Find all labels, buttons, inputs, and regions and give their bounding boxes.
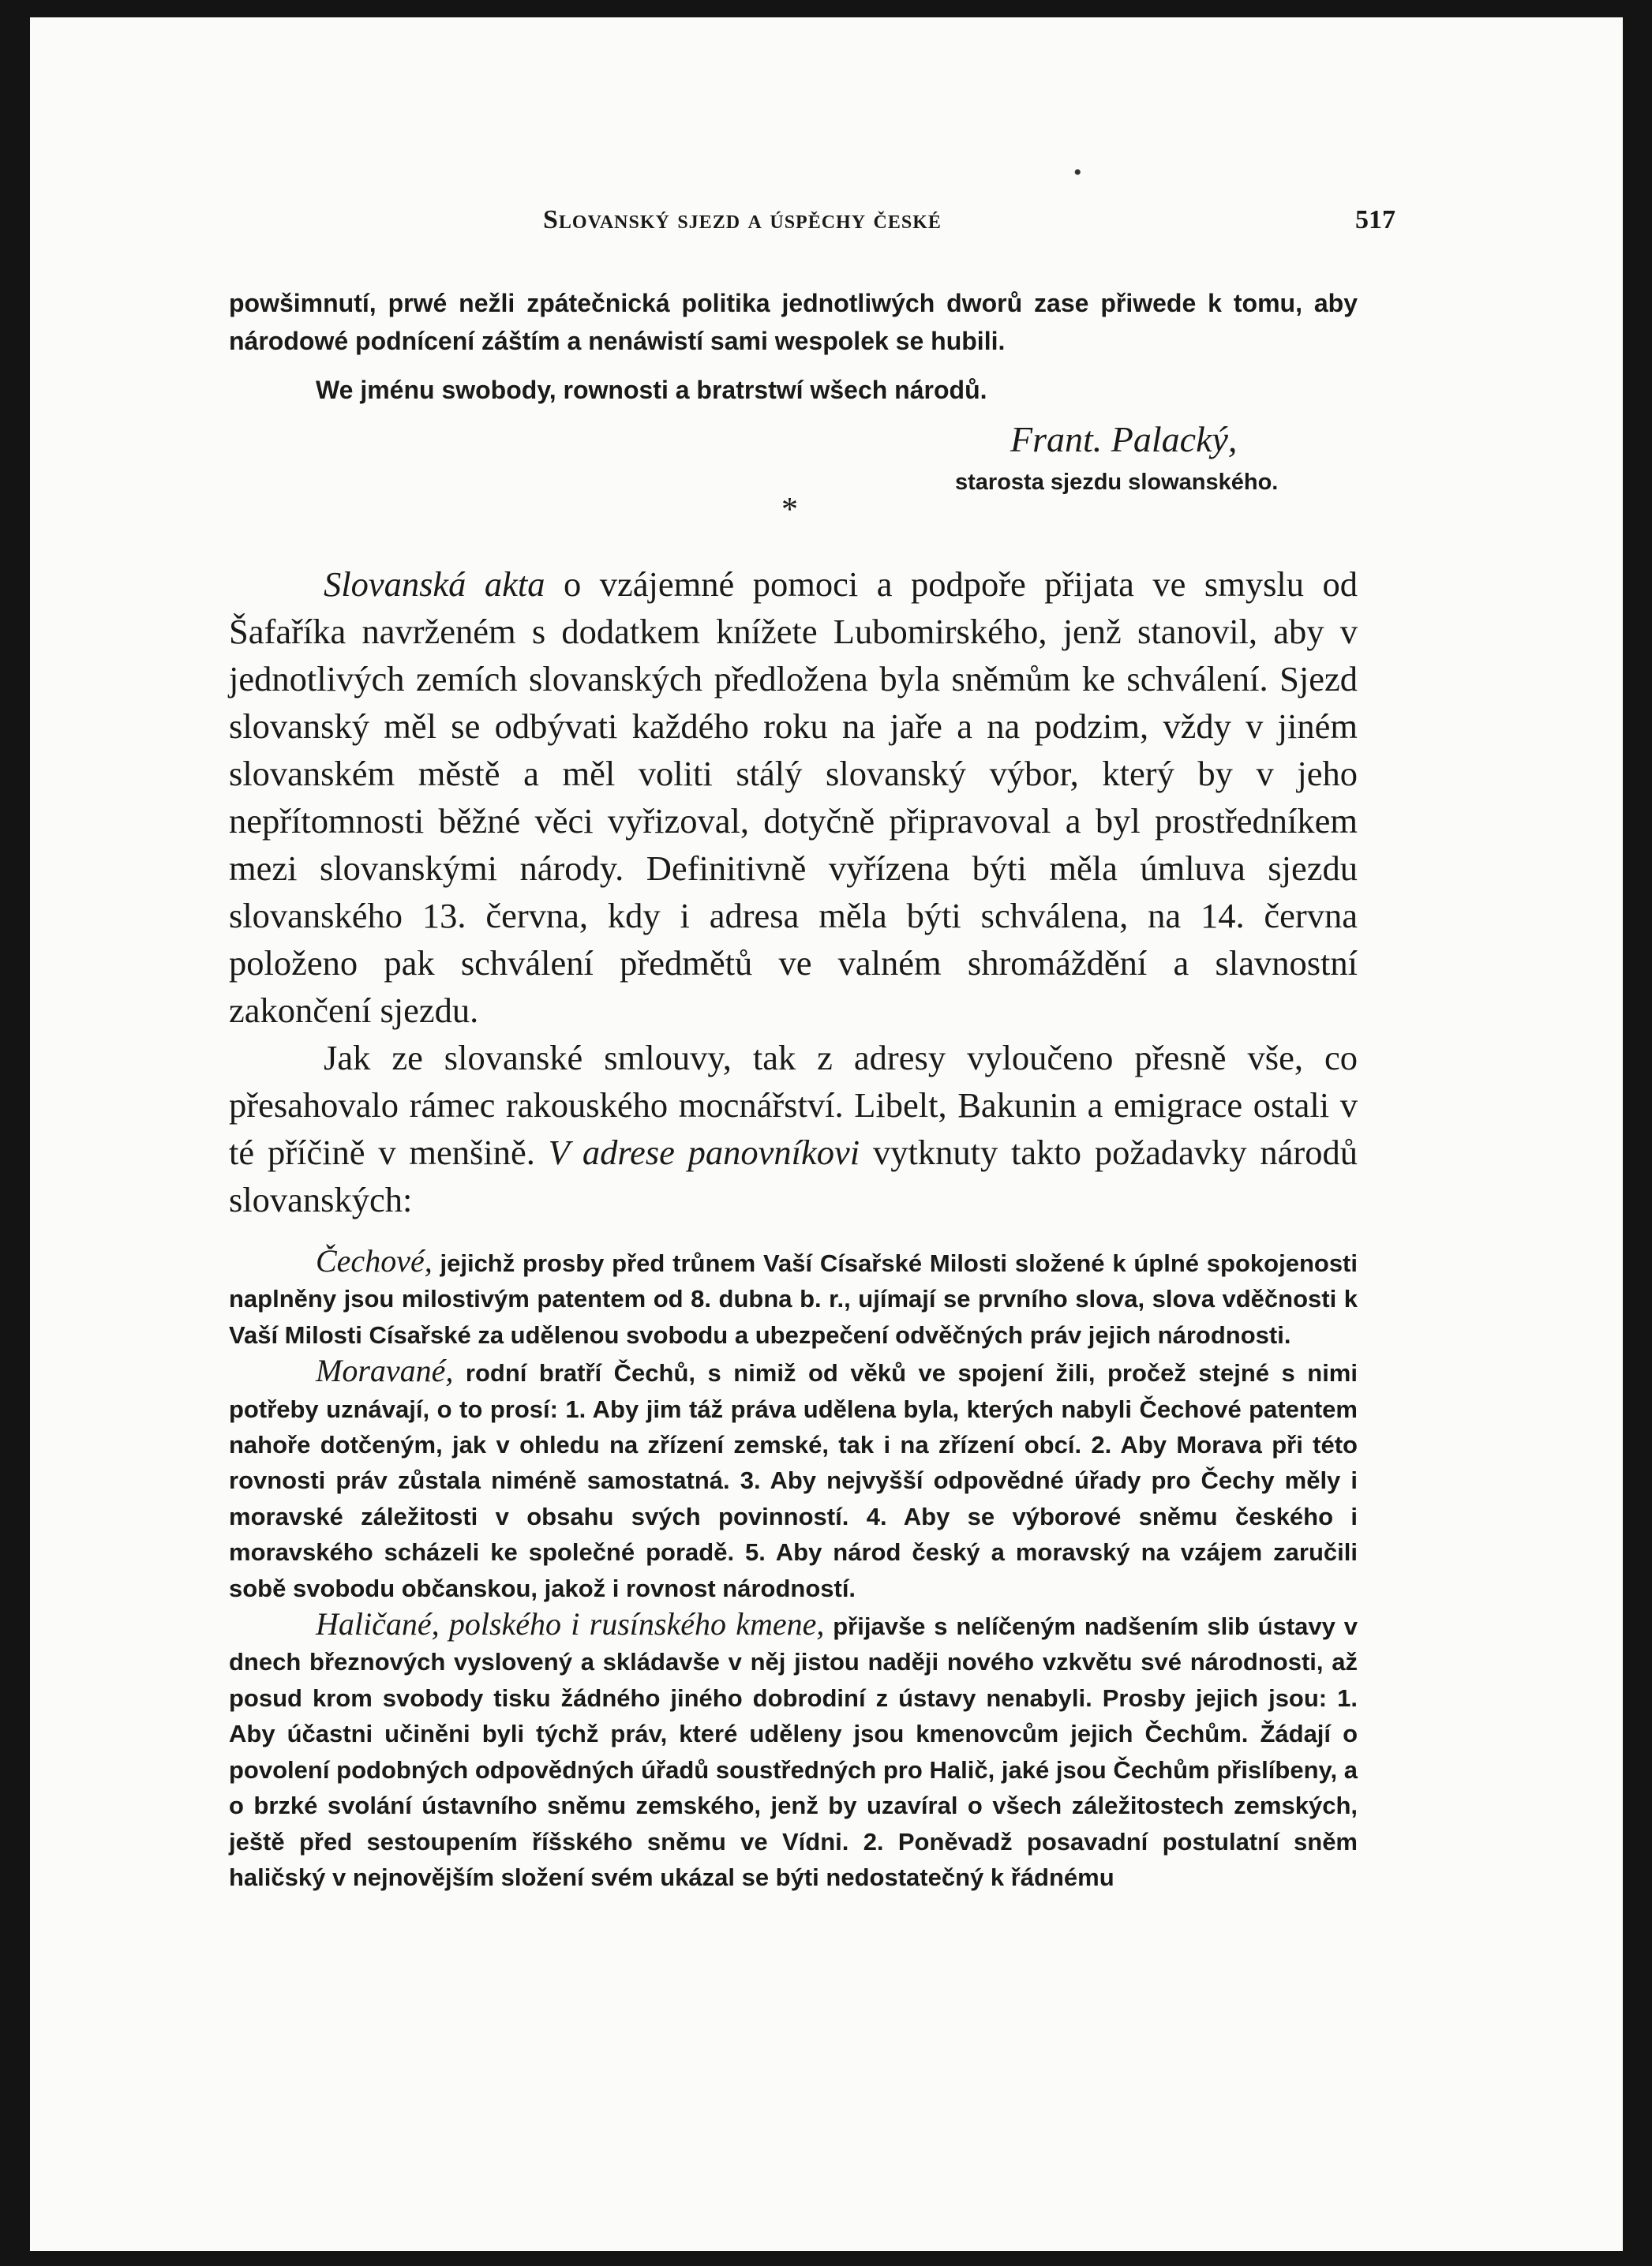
main-text — [229, 560, 1358, 1223]
page-header — [259, 205, 1395, 245]
body-paragraph-1-lead: Slovanská akta — [324, 564, 545, 604]
quote-paragraph-galicians — [229, 1606, 1358, 1895]
body-paragraph-2 — [229, 1034, 1358, 1223]
body-paragraph-2-end: vytknuty takto požadavky národů slovanských: — [229, 1133, 1358, 1219]
body-paragraph-1 — [229, 560, 1358, 1034]
running-title: Slovanský sjezd a úspěchy české — [543, 205, 942, 234]
body-paragraph-1-text: o vzájemné pomoci a podpoře přijata ve smyslu od Šafaříka navrženém s dodatkem knížete Lubomirského, jenž stanovil, aby v jednotlivých zemích slovanských předložena byla sněmům ke schválení. Sjezd slovanský měl se odbývati každého roku na jaře a na podzim, vždy v jiném slovanském městě a měl voliti stálý slovanský výbor, který by v jeho nepřítomnosti běžné věci vyřizoval, dotyčně připravoval a byl prostředníkem mezi slovanskými národy. Definitivně vyřízena býti měla úmluva sjezdu slovanského 13. června, kdy i adresa měla býti schválena, na 14. června položeno pak schválení předmětů ve valném shromáždění a slavnostní zakončení sjezdu. — [229, 564, 1358, 1030]
quote-lead-moravians: Moravané, — [316, 1353, 454, 1389]
motto-line: We jménu swobody, rownosti a bratrstwí wšech národů. — [316, 376, 987, 404]
page-mark: • — [1073, 159, 1082, 185]
section-separator: * — [781, 492, 798, 528]
quote-text-czechs: jejichž prosby před trůnem Vaší Císařské Milosti složené k úplné spokojenosti naplněny jsou milostivým patentem od 8. dubna b. r., ujímají se prvního slova, slova vděčnosti k Vaší Milosti Císařské za udělenou svobodu a ubezpečení odvěčných práv jejich národnosti. — [229, 1249, 1358, 1349]
body-paragraph-2-italic: V adrese panovníkovi — [548, 1133, 860, 1172]
address-quote — [229, 1243, 1358, 1895]
page-number: 517 — [1355, 205, 1395, 234]
quote-paragraph-moravians — [229, 1353, 1358, 1606]
body-paragraph-2-text: Jak ze slovanské smlouvy, tak z adresy vyloučeno přesně vše, co přesahovalo rámec rakouského mocnářství. Libelt, Bakunin a emigrace ostali v té příčině v menšině. — [229, 1038, 1358, 1172]
quote-paragraph-czechs — [229, 1243, 1358, 1353]
quote-lead-galicians: Haličané, polského i rusínského kmene, — [316, 1606, 825, 1642]
signature-name: Frant. Palacký, — [1010, 419, 1238, 459]
intro-paragraph: powšimnutí, prwé nežli zpátečnická politika jednotliwých dworů zase přiwede k tomu, aby národowé podnícení záštím a nenáwistí sami wespolek se hubili. — [229, 289, 1358, 355]
quote-text-moravians: rodní bratří Čechů, s nimiž od věků ve spojení žili, pročež stejné s nimi potřeby uznávají, o to prosí: 1. Aby jim táž práva udělena byla, kterých nabyli Čechové patentem nahoře dotčeným, jak v ohledu na zřízení zemské, tak i na zřízení obcí. 2. Aby Morava při této rovnosti práv zůstala niméně samostatná. 3. Aby nejvyšší odpovědné úřady pro Čechy měly i moravské záležitosti v obsahu svých povinností. 4. Aby se výborové sněmu českého i moravského scházeli ke společné poradě. 5. Aby národ český a moravský na vzájem zaručili sobě svobodu občanskou, jakož i rovnost národností. — [229, 1359, 1358, 1602]
quote-lead-czechs: Čechové, — [316, 1243, 433, 1279]
signature-title: starosta sjezdu slowanského. — [955, 470, 1279, 495]
quote-text-galicians: přijavše s nelíčeným nadšením slib ústavy v dnech březnových vyslovený a skládavše v něj jistou naději nového vzkvětu své národnosti, až posud krom svobody tisku žádného jiného dobrodiní z ústavy nenabyli. Prosby jejich jsou: 1. Aby účastni učiněni byli týchž práv, které uděleny jsou kmenovcům jejich Čechům. Žádají o povolení podobných odpovědných úřadů soustředných pro Halič, jaké jsou Čechům přislíbeny, a o brzké svolání ústavního sněmu zemského, jenž by uzavíral o všech záležitostech zemských, ještě před sestoupením říšského sněmu ve Vídni. 2. Poněvadž posavadní postulatní sněm haličský v nejnovějším složení svém ukázal se býti nedostatečný k řádnému — [229, 1612, 1358, 1891]
